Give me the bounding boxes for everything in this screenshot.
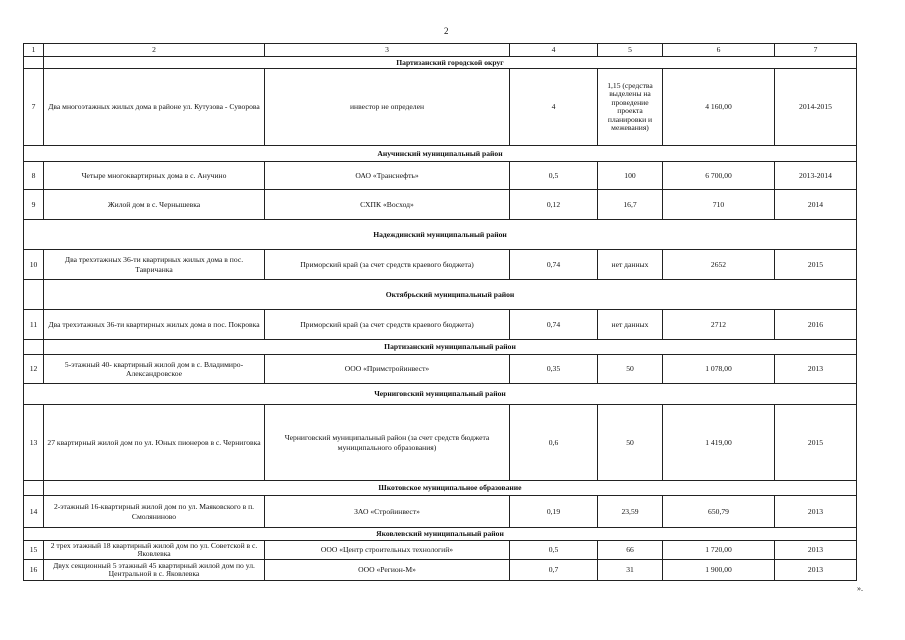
section-row	[24, 220, 857, 250]
cell-col7: 2013	[775, 496, 857, 528]
page-number: 2	[444, 26, 449, 36]
section-title: Черниговский муниципальный район	[24, 384, 857, 405]
investor-name: инвестор не определен	[265, 69, 510, 146]
investor-name: ООО «Центр строительных технологий»	[265, 541, 510, 560]
table-row	[24, 560, 857, 581]
cell-col6: 2652	[663, 250, 775, 280]
investor-name: ЗАО «Стройинвест»	[265, 496, 510, 528]
section-row	[24, 57, 857, 69]
object-name: 2-этажный 16-квартирный жилой дом по ул. Маяковского в п. Смоляниново	[44, 496, 265, 528]
section-title: Шкотовское муниципальное образование	[44, 481, 857, 496]
cell-col6: 1 078,00	[663, 355, 775, 384]
section-row	[24, 340, 857, 355]
cell-col5: 50	[598, 405, 663, 481]
cell-col6: 1 720,00	[663, 541, 775, 560]
table-row	[24, 190, 857, 220]
row-number: 16	[24, 560, 44, 581]
cell-col4: 0,5	[510, 162, 598, 190]
investor-name: Приморский край (за счет средств краевого бюджета)	[265, 310, 510, 340]
column-number: 1	[24, 44, 44, 57]
table-row	[24, 541, 857, 560]
closing-quote-mark: ».	[857, 584, 863, 593]
section-row	[24, 280, 857, 310]
investment-projects-table	[23, 43, 857, 581]
row-number: 11	[24, 310, 44, 340]
object-name: 2 трех этажный 18 квартирный жилой дом по ул. Советской в с. Яковлевка	[44, 541, 265, 560]
cell-col5: 16,7	[598, 190, 663, 220]
cell-col7: 2013-2014	[775, 162, 857, 190]
row-number: 7	[24, 69, 44, 146]
cell-col7: 2015	[775, 250, 857, 280]
cell-col5: 1,15 (средства выделены на проведение проекта планировки и межевания)	[598, 69, 663, 146]
column-number: 4	[510, 44, 598, 57]
cell-col5: нет данных	[598, 250, 663, 280]
cell-col4: 0,5	[510, 541, 598, 560]
section-title: Октябрьский муниципальный район	[44, 280, 857, 310]
section-title: Надеждинский муниципальный район	[24, 220, 857, 250]
cell-col5: 23,59	[598, 496, 663, 528]
row-number: 10	[24, 250, 44, 280]
investor-name: Приморский край (за счет средств краевого бюджета)	[265, 250, 510, 280]
cell-col4: 0,74	[510, 310, 598, 340]
investor-name: ООО «Примстройинвест»	[265, 355, 510, 384]
section-row	[24, 481, 857, 496]
row-number: 13	[24, 405, 44, 481]
investor-name: ОАО «Транснефть»	[265, 162, 510, 190]
table-row	[24, 496, 857, 528]
object-name: 27 квартирный жилой дом по ул. Юных пионеров в с. Черниговка	[44, 405, 265, 481]
table-row	[24, 405, 857, 481]
column-number: 2	[44, 44, 265, 57]
object-name: Жилой дом в с. Чернышевка	[44, 190, 265, 220]
row-number: 12	[24, 355, 44, 384]
object-name: Два трехэтажных 36-ти квартирных жилых дома в пос. Покровка	[44, 310, 265, 340]
section-spacer	[24, 481, 44, 496]
cell-col4: 0,7	[510, 560, 598, 581]
section-title: Яковлевский муниципальный район	[24, 528, 857, 541]
object-name: Два трехэтажных 36-ти квартирных жилых дома в пос. Тавричанка	[44, 250, 265, 280]
cell-col7: 2013	[775, 541, 857, 560]
section-spacer	[24, 280, 44, 310]
cell-col5: нет данных	[598, 310, 663, 340]
cell-col7: 2013	[775, 560, 857, 581]
investor-name: Черниговский муниципальный район (за счет средств бюджета муниципального образования)	[265, 405, 510, 481]
table-row	[24, 355, 857, 384]
cell-col7: 2015	[775, 405, 857, 481]
cell-col6: 6 700,00	[663, 162, 775, 190]
investor-name: СХПК «Восход»	[265, 190, 510, 220]
row-number: 14	[24, 496, 44, 528]
cell-col6: 2712	[663, 310, 775, 340]
section-title: Партизанский муниципальный район	[44, 340, 857, 355]
cell-col4: 0,19	[510, 496, 598, 528]
cell-col5: 66	[598, 541, 663, 560]
section-spacer	[24, 340, 44, 355]
cell-col7: 2014-2015	[775, 69, 857, 146]
cell-col4: 4	[510, 69, 598, 146]
cell-col7: 2013	[775, 355, 857, 384]
column-number: 5	[598, 44, 663, 57]
table-row	[24, 69, 857, 146]
column-number-row	[24, 44, 857, 57]
section-title: Партизанский городской округ	[44, 57, 857, 69]
table-row	[24, 310, 857, 340]
section-row	[24, 384, 857, 405]
cell-col4: 0,74	[510, 250, 598, 280]
cell-col6: 4 160,00	[663, 69, 775, 146]
cell-col6: 710	[663, 190, 775, 220]
section-row	[24, 528, 857, 541]
section-row	[24, 146, 857, 162]
cell-col4: 0,12	[510, 190, 598, 220]
cell-col5: 50	[598, 355, 663, 384]
row-number: 8	[24, 162, 44, 190]
cell-col6: 1 419,00	[663, 405, 775, 481]
column-number: 6	[663, 44, 775, 57]
cell-col4: 0,6	[510, 405, 598, 481]
object-name: 5-этажный 40- квартирный жилой дом в с. Владимиро-Александровское	[44, 355, 265, 384]
cell-col7: 2016	[775, 310, 857, 340]
object-name: Четыре многоквартирных дома в с. Анучино	[44, 162, 265, 190]
cell-col4: 0,35	[510, 355, 598, 384]
table-row	[24, 250, 857, 280]
cell-col6: 650,79	[663, 496, 775, 528]
section-title: Анучинский муниципальный район	[24, 146, 857, 162]
cell-col5: 100	[598, 162, 663, 190]
row-number: 15	[24, 541, 44, 560]
column-number: 7	[775, 44, 857, 57]
investor-name: ООО «Регион-М»	[265, 560, 510, 581]
cell-col7: 2014	[775, 190, 857, 220]
column-number: 3	[265, 44, 510, 57]
row-number: 9	[24, 190, 44, 220]
section-spacer	[24, 57, 44, 69]
object-name: Двух секционный 5 этажный 45 квартирный жилой дом по ул. Центральной в с. Яковлевка	[44, 560, 265, 581]
object-name: Два многоэтажных жилых дома в районе ул. Кутузова - Суворова	[44, 69, 265, 146]
table-row	[24, 162, 857, 190]
cell-col6: 1 900,00	[663, 560, 775, 581]
cell-col5: 31	[598, 560, 663, 581]
